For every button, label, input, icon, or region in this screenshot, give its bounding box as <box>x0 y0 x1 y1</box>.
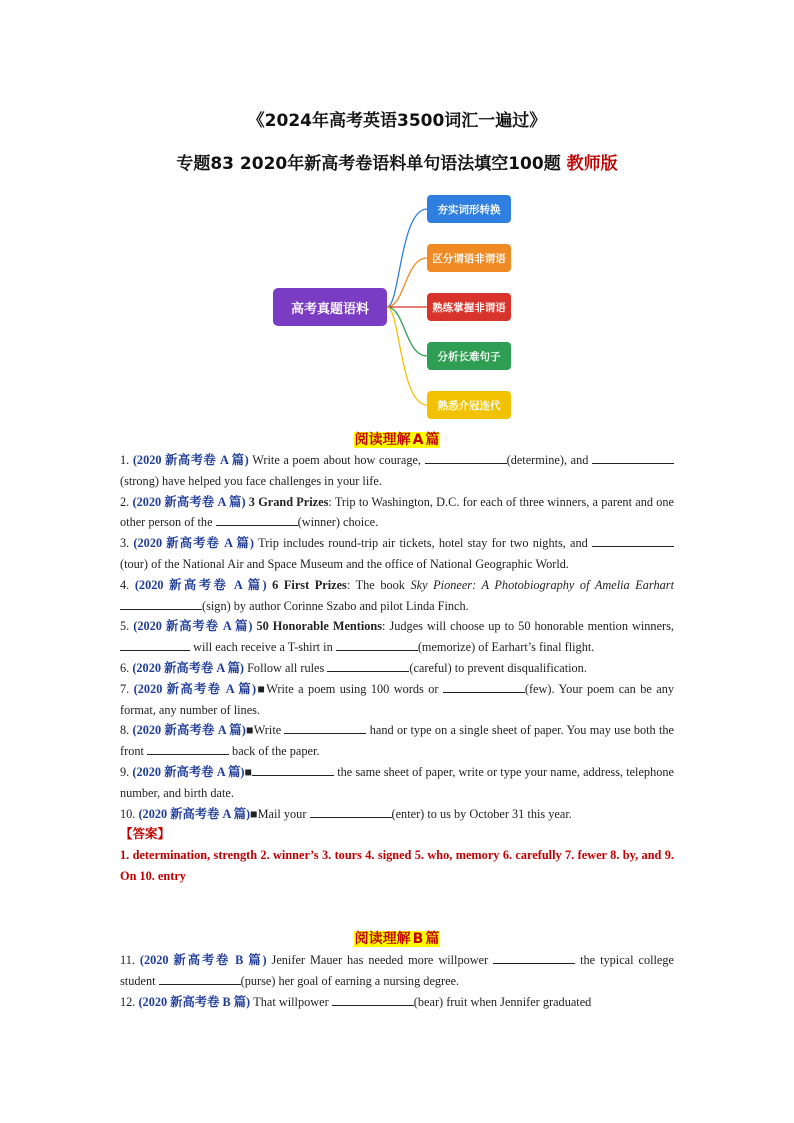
question-number: 2. <box>120 494 130 509</box>
question-2 <box>120 492 674 534</box>
question-number: 9. <box>120 764 130 779</box>
answer-blank[interactable] <box>332 992 414 1006</box>
answer-blank[interactable] <box>310 804 392 818</box>
question-source: (2020 新高考卷 A 篇) <box>132 494 246 509</box>
answer-blank[interactable] <box>493 950 575 964</box>
question-1 <box>120 450 674 492</box>
section-b-post: 篇 <box>425 931 440 947</box>
answer-label <box>120 824 674 845</box>
section-heading-b <box>0 928 794 948</box>
question-text: hand or type on a single sheet of paper. You may use both the front <box>120 723 674 759</box>
section-a-letter: A <box>412 432 424 448</box>
question-text: Trip includes round-trip air tickets, hotel stay for two nights, and <box>254 536 592 551</box>
question-text: (purse) her goal of earning a nursing degree. <box>240 973 460 988</box>
subtitle-main: 专题83 2020年新高考卷语料单句语法填空100题 <box>176 154 561 174</box>
question-source: (2020 新高考卷 A 篇) <box>132 764 245 779</box>
question-text: (sign) by author Corinne Szabo and pilot Linda Finch. <box>202 598 469 613</box>
section-a-pre: 阅读理解 <box>354 432 411 448</box>
question-text: (careful) to prevent disqualification. <box>409 660 587 675</box>
answer-key: 1. determination, strength 2. winner’s 3. tours 4. signed 5. who, memory 6. carefully 7. fewer 8. by, and 9. On 10. entry <box>120 848 674 883</box>
answer-blank[interactable] <box>592 450 674 464</box>
question-source: (2020 新高考卷 A 篇) <box>138 806 251 821</box>
question-5 <box>120 616 674 658</box>
question-text: (determine), and <box>506 453 592 467</box>
question-4 <box>120 575 674 617</box>
answer-blank[interactable] <box>443 679 525 693</box>
answer-blank[interactable] <box>120 637 190 651</box>
question-source: (2020 新高考卷 A 篇) <box>133 536 254 551</box>
section-b-pre: 阅读理解 <box>354 931 411 947</box>
question-8 <box>120 720 674 762</box>
questions-a <box>120 450 674 887</box>
question-text: (enter) to us by October 31 this year. <box>391 806 572 821</box>
question-3 <box>120 533 674 575</box>
mindmap-root: 高考真题语料 <box>273 288 387 326</box>
mindmap-node: 区分谓语非谓语 <box>427 244 511 272</box>
question-text: Write a poem about how courage, <box>248 453 425 467</box>
question-number: 11. <box>120 953 135 967</box>
answer-blank[interactable] <box>592 533 674 547</box>
teacher-edition-tag: 教师版 <box>566 154 618 174</box>
question-number: 6. <box>120 660 130 675</box>
question-source: (2020 新高考卷 A 篇) <box>133 619 253 634</box>
question-text: Follow all rules <box>244 660 328 675</box>
answer-blank[interactable] <box>120 596 202 610</box>
question-text: the same sheet of paper, write or type your name, address, telephone number, and birth date. <box>120 764 674 800</box>
question-source: (2020 新高考卷 B 篇) <box>138 994 251 1009</box>
question-number: 4. <box>120 577 130 592</box>
question-text: Jenifer Mauer has needed more willpower <box>266 953 494 967</box>
question-source: (2020 新高考卷 A 篇) <box>134 577 267 592</box>
question-source: (2020 新高考卷 A 篇) <box>133 681 257 696</box>
question-6 <box>120 658 674 679</box>
section-b-letter: B <box>412 931 424 947</box>
answer-blank[interactable] <box>284 720 366 734</box>
document-title: 《2024年高考英语3500词汇一遍过》 <box>247 111 547 131</box>
question-text: the typical college student <box>120 953 675 988</box>
question-number: 3. <box>120 536 130 551</box>
section-heading-a <box>0 429 794 449</box>
question-source: (2020 新高考卷 A 篇) <box>132 660 245 675</box>
answer-blank[interactable] <box>336 637 418 651</box>
question-text: (strong) have helped you face challenges in your life. <box>120 473 382 488</box>
answer-blank[interactable] <box>425 450 507 464</box>
question-12 <box>120 992 674 1013</box>
question-text: : Judges will choose up to 50 honorable mention winners, <box>382 619 674 634</box>
question-source: (2020 新高考卷 B 篇) <box>139 953 267 967</box>
answer-blank[interactable] <box>252 762 334 776</box>
question-text: ■Write a poem using 100 words or <box>256 681 443 696</box>
question-7 <box>120 679 674 721</box>
book-title: Sky Pioneer: A Photobiography of Amelia Earhart <box>410 577 674 592</box>
question-text: (winner) choice. <box>297 515 379 530</box>
question-text: will each receive a T-shirt in <box>190 640 336 655</box>
question-number: 7. <box>120 681 130 696</box>
mindmap-node: 分析长难句子 <box>427 342 511 370</box>
question-text: ■Write <box>245 723 285 738</box>
questions-b <box>120 950 674 1012</box>
question-text: ■ <box>244 764 253 779</box>
section-a-post: 篇 <box>425 432 440 448</box>
question-text: (memorize) of Earhart’s final flight. <box>417 640 595 655</box>
question-number: 5. <box>120 619 130 634</box>
question-source: (2020 新高考卷 A 篇) <box>132 453 249 467</box>
question-11 <box>120 950 674 992</box>
answer-blank[interactable] <box>159 971 241 985</box>
answer-blank[interactable] <box>147 741 229 755</box>
prize-heading: 3 Grand Prizes <box>245 494 329 509</box>
question-text: ■Mail your <box>250 806 310 821</box>
question-number: 12. <box>120 994 136 1009</box>
question-text: (bear) fruit when Jennifer graduated <box>413 994 592 1009</box>
question-source: (2020 新高考卷 A 篇) <box>132 723 246 738</box>
question-10 <box>120 804 674 825</box>
prize-heading: 6 First Prizes <box>266 577 347 592</box>
mindmap-node: 夯实词形转换 <box>427 195 511 223</box>
question-text: : Trip to Washington, D.C. for each of three winners, a parent and one other person of the <box>120 494 674 530</box>
question-text: (few). Your poem can be any format, any number of lines. <box>120 681 674 717</box>
mindmap-node: 熟练掌握非谓语 <box>427 293 511 321</box>
question-number: 10. <box>120 806 136 821</box>
answer-blank[interactable] <box>216 512 298 526</box>
question-text: That willpower <box>250 994 332 1009</box>
mindmap-connectors <box>0 0 794 440</box>
question-text: : The book <box>346 577 411 592</box>
question-number: 8. <box>120 723 130 738</box>
question-text: (tour) of the National Air and Space Museum and the office of National Geographic World. <box>120 556 569 571</box>
question-text: back of the paper. <box>228 744 320 759</box>
mindmap-node: 熟悉介冠连代 <box>427 391 511 419</box>
question-number: 1. <box>120 453 130 467</box>
answer-label-text: 【答案】 <box>120 826 171 842</box>
prize-heading: 50 Honorable Mentions <box>252 619 383 634</box>
answer-blank[interactable] <box>327 658 409 672</box>
question-9 <box>120 762 674 804</box>
